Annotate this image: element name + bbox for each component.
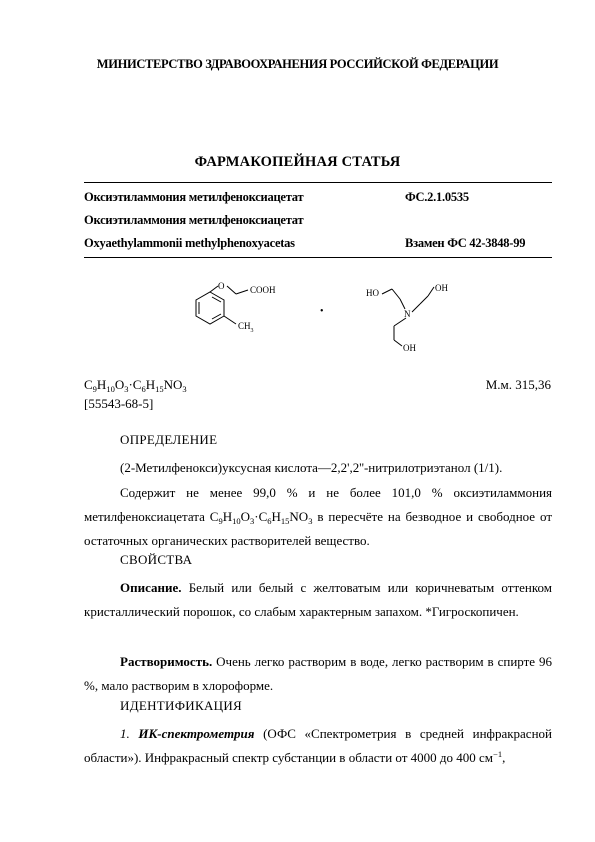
document-title: ФАРМАКОПЕЙНАЯ СТАТЬЯ [194,154,401,170]
methyl-label: $CH_3$ [238,321,254,334]
description-paragraph: Описание. Белый или белый с желтоватым или коричневатым оттенком кристаллический порошок, со слабым характерным запахом. *Гигроскопичен. [84,580,552,619]
solubility-paragraph: Растворимость. Очень легко растворим в воде, легко растворим в спирте 96 %, мало растворим в хлороформе. [84,654,552,693]
monograph-name-ru: Оксиэтиламмония метилфеноксиацетат [84,190,304,204]
ministry-header: МИНИСТЕРСТВО ЗДРАВООХРАНЕНИЯ РОССИЙСКОЙ ФЕДЕРАЦИИ [96,57,499,71]
hydroxyl-label-right: OH [435,283,448,293]
section-properties: СВОЙСТВА [120,552,193,567]
replaces-note: Взамен ФС 42-3848-99 [405,236,526,250]
section-identification: ИДЕНТИФИКАЦИЯ [120,698,242,713]
nitrogen-label: N [404,309,411,319]
top-rule [84,182,552,183]
section-definition: ОПРЕДЕЛЕНИЕ [120,432,218,447]
bottom-rule [84,257,552,258]
fs-number: ФС.2.1.0535 [405,190,469,204]
salt-separator: • [320,306,324,317]
content-formula: $C_9H_{10}O_3\cdot C_6H_{15}NO_3$ [209,509,313,526]
molecular-formula: $C_9H_{10}O_3\cdot C_6H_{15}NO_3$ [84,377,187,394]
ir-paragraph: 1. ИК-спектрометрия (ОФС «Спектрометрия в средней инфракрасной области»). Инфракрасный спектр субстанции в области от 4000 до 400 $см^{-1}$, [84,726,552,765]
definition-text: (2-Метилфенокси)уксусная кислота—2,2',2''-нитрилотриэтанол (1/1). [120,460,503,475]
hydroxyl-label-bottom: OH [403,343,416,353]
acid-label: COOH [250,285,276,295]
cas-number: [55543-68-5] [84,396,154,411]
hydroxyl-label-left: HO [366,288,379,298]
oxygen-label: O [218,282,225,291]
monograph-name-latin: Oxyaethylammonii methylphenoxyacetas [84,236,295,250]
molecular-mass: М.м. 315,36 [485,377,551,392]
content-paragraph: Содержит не менее 99,0 % и не более 101,0 % оксиэтиламмония метилфеноксиацетата $C_9H_{10}O_3\cdot C_6H_{15}NO_3$ в пересчёте на безводное и свободное от остаточных органических растворителей вещество. [84,485,552,548]
structural-formula [180,282,480,362]
monograph-name-ru-alt: Оксиэтиламмония метилфеноксиацетат [84,213,304,227]
benzene-ring [196,292,224,324]
